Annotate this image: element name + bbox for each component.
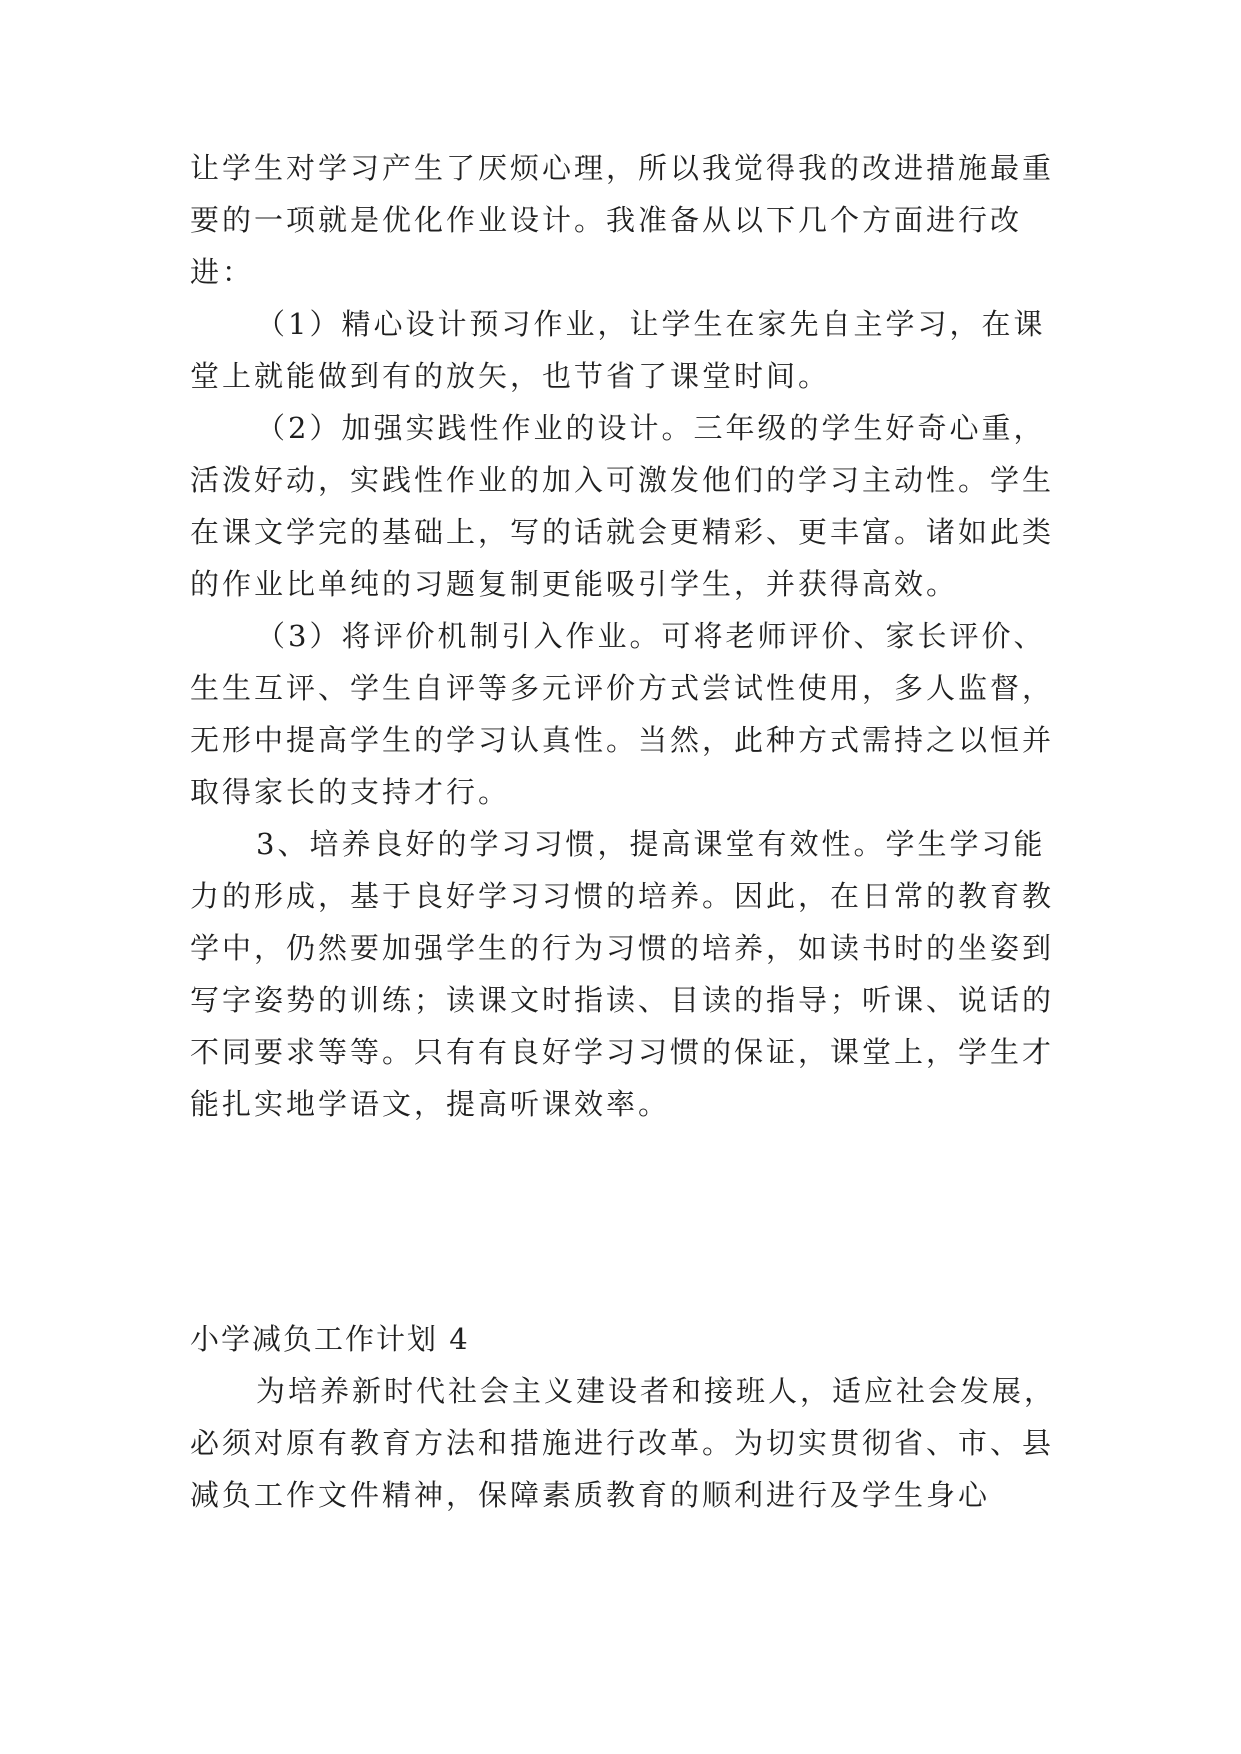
section-1-body bbox=[190, 142, 1070, 1130]
paragraph-item-1: （1）精心设计预习作业，让学生在家先自主学习，在课堂上就能做到有的放矢，也节省了课堂时间。 bbox=[190, 307, 1046, 393]
paragraph-point-3: 3、培养良好的学习习惯，提高课堂有效性。学生学习能力的形成，基于良好学习习惯的培养。因此，在日常的教育教学中，仍然要加强学生的行为习惯的培养，如读书时的坐姿到写字姿势的训练；读课文时指读、目读的指导；听课、说话的不同要求等等。只有有良好学习习惯的保证，课堂上，学生才能扎实地学语文，提高听课效率。 bbox=[190, 827, 1055, 1121]
section-heading: 小学减负工作计划 4 bbox=[190, 1322, 470, 1356]
paragraph-continuation: 让学生对学习产生了厌烦心理，所以我觉得我的改进措施最重要的一项就是优化作业设计。我准备从以下几个方面进行改进： bbox=[190, 151, 1055, 289]
paragraph-item-2: （2）加强实践性作业的设计。三年级的学生好奇心重，活泼好动，实践性作业的加入可激发他们的学习主动性。学生在课文学完的基础上，写的话就会更精彩、更丰富。诸如此类的作业比单纯的习题复制更能吸引学生，并获得高效。 bbox=[190, 411, 1055, 601]
paragraph-item-3: （3）将评价机制引入作业。可将老师评价、家长评价、生生互评、学生自评等多元评价方式尝试性使用，多人监督，无形中提高学生的学习认真性。当然，此种方式需持之以恒并取得家长的支持才行。 bbox=[190, 619, 1055, 809]
section-2-body bbox=[190, 1365, 1070, 1521]
paragraph-intro: 为培养新时代社会主义建设者和接班人，适应社会发展，必须对原有教育方法和措施进行改革。为切实贯彻省、市、县减负工作文件精神，保障素质教育的顺利进行及学生身心 bbox=[190, 1374, 1057, 1512]
